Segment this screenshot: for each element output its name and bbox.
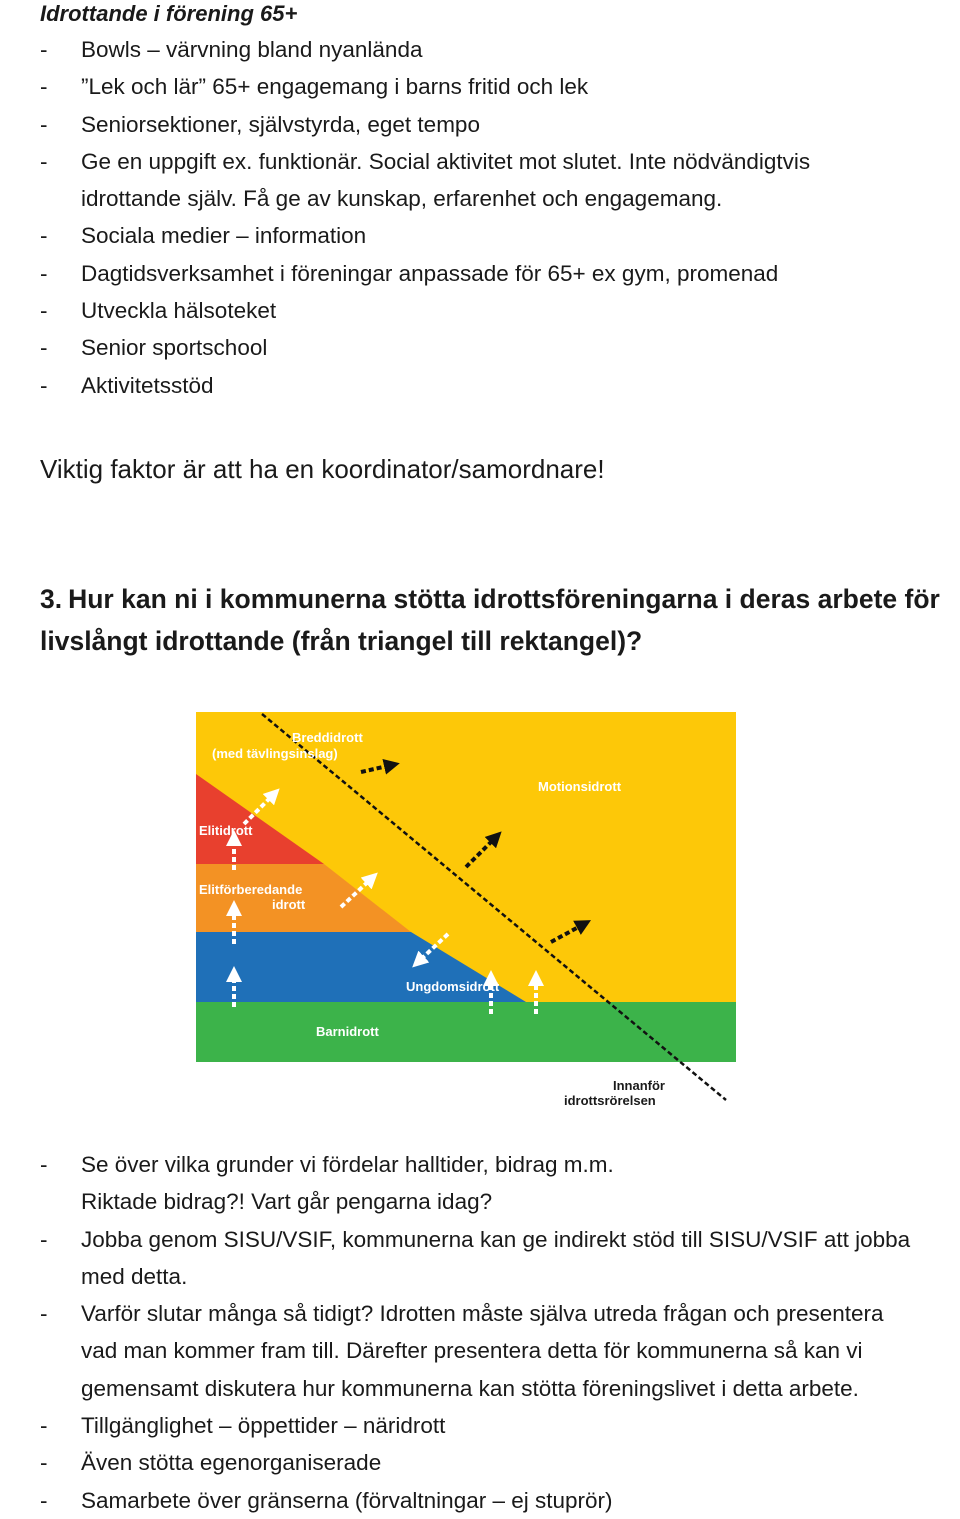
label-elitforberedande: Elitförberedande	[199, 882, 303, 897]
label-ungdomsidrott: Ungdomsidrott	[406, 979, 500, 994]
list-item: - Jobba genom SISU/VSIF, kommunerna kan ge indirekt stöd till SISU/VSIF att jobba med detta.	[40, 1226, 911, 1289]
section-heading: Idrottande i förening 65+	[40, 1, 298, 26]
question-text: Hur kan ni i kommunerna stötta idrottsföreningarna i deras arbete för livslångt idrottande (från triangel till rektangel)?	[40, 584, 940, 656]
label-breddidrott-sub: (med tävlingsinslag)	[212, 746, 338, 761]
label-motionsidrott: Motionsidrott	[538, 779, 622, 794]
question-number: 3.	[40, 584, 63, 614]
list-item: - Se över vilka grunder vi fördelar halltider, bidrag m.m. Riktade bidrag?! Vart går pengarna idag?	[40, 1152, 614, 1215]
list-item: - Seniorsektioner, självstyrda, eget tempo	[40, 111, 480, 137]
bullet-list-1	[40, 31, 960, 404]
list-item: - Aktivitetsstöd	[40, 372, 214, 398]
bullet-list-2	[40, 1146, 960, 1519]
list-item: - Sociala medier – information	[40, 223, 367, 249]
list-item: - ”Lek och lär” 65+ engagemang i barns fritid och lek	[40, 74, 589, 100]
children-band	[196, 1002, 736, 1062]
sports-pyramid-diagram	[196, 712, 741, 1112]
question-heading	[40, 578, 950, 662]
key-factor-note: Viktig faktor är att ha en koordinator/samordnare!	[40, 454, 605, 484]
label-elitidrott: Elitidrott	[199, 823, 253, 838]
list-item: - Utveckla hälsoteket	[40, 298, 277, 324]
label-innanfor: Innanför	[613, 1078, 665, 1093]
label-breddidrott: Breddidrott	[292, 730, 363, 745]
list-item: - Tillgänglighet – öppettider – näridrott	[40, 1413, 446, 1439]
list-item: - Samarbete över gränserna (förvaltningar – ej stuprör)	[40, 1487, 613, 1513]
list-item: - Även stötta egenorganiserade	[40, 1450, 382, 1476]
label-idrottsrorelsen: idrottsrörelsen	[564, 1093, 656, 1108]
list-item: - Senior sportschool	[40, 335, 268, 361]
list-item: - Ge en uppgift ex. funktionär. Social aktivitet mot slutet. Inte nödvändigtvis idrottande själv. Få ge av kunskap, erfarenhet och engagemang.	[40, 148, 811, 212]
list-item: - Dagtidsverksamhet i föreningar anpassade för 65+ ex gym, promenad	[40, 260, 779, 286]
list-item: - Varför slutar många så tidigt? Idrotten måste själva utreda frågan och presentera vad man kommer fram till. Därefter presentera detta för kommunerna så kan vi gemensamt diskutera hur kommunerna kan stötta föreningslivet i detta arbete.	[40, 1301, 884, 1401]
label-elitforberedande-sub: idrott	[272, 897, 306, 912]
list-item: - Bowls – värvning bland nyanlända	[40, 37, 423, 62]
label-barnidrott: Barnidrott	[316, 1024, 379, 1039]
